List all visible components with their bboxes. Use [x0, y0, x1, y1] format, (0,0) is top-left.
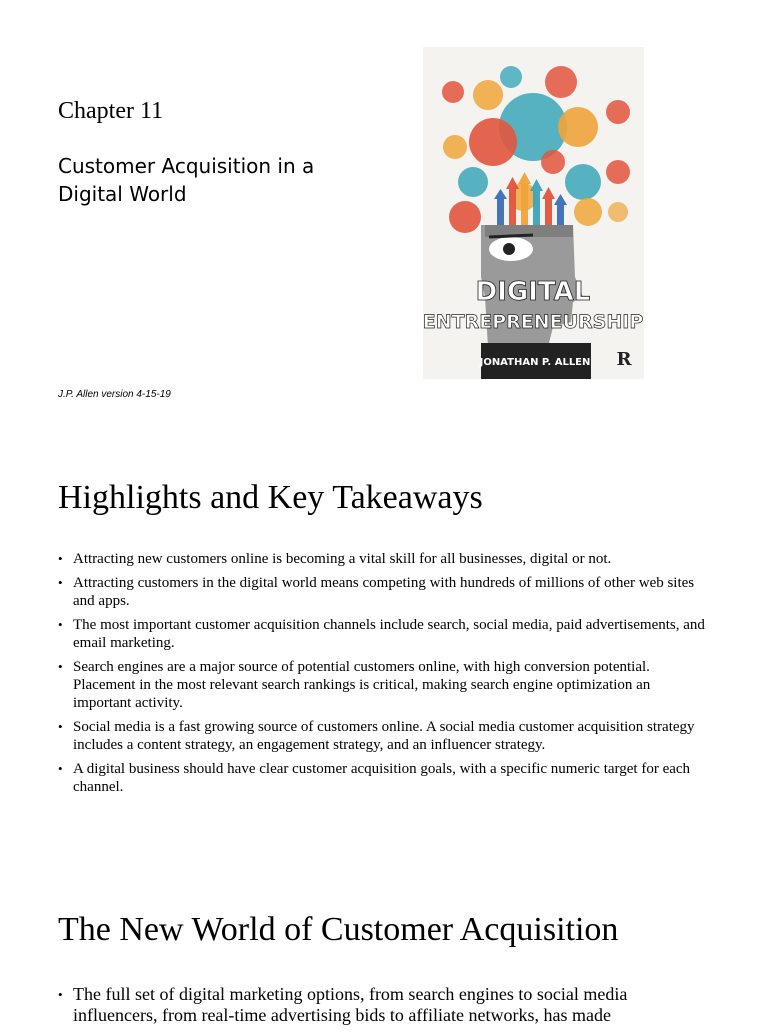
- list-item: • Attracting customers in the digital world means competing with hundreds of millions of other web sites and apps.: [58, 574, 708, 610]
- chapter-subtitle: Customer Acquisition in a Digital World: [58, 154, 315, 206]
- bullet-list: [58, 984, 708, 1032]
- cover-author: JONATHAN P. ALLEN: [479, 357, 591, 368]
- list-item: • Social media is a fast growing source of customers online. A social media customer acquisition strategy includes a content strategy, an engagement strategy, and an influencer strategy.: [58, 718, 708, 754]
- list-item: • The full set of digital marketing options, from search engines to social media influencers, from real-time advertising bids to affiliate networks, has made: [58, 984, 708, 1026]
- slide-heading: Highlights and Key Takeaways: [58, 479, 483, 516]
- cover-title-line1: DIGITAL: [475, 277, 591, 307]
- bullet-list: [58, 550, 708, 802]
- book-cover-image: [423, 47, 644, 379]
- slide-title: [0, 0, 768, 430]
- version-note: J.P. Allen version 4-15-19: [58, 389, 171, 400]
- slide-highlights: [0, 450, 768, 870]
- list-item: • Search engines are a major source of potential customers online, with high conversion potential. Placement in the most relevant search rankings is critical, making search engine optimization an important activity.: [58, 658, 708, 712]
- list-item: • The most important customer acquisition channels include search, social media, paid advertisements, and email marketing.: [58, 616, 708, 652]
- slide-heading: The New World of Customer Acquisition: [58, 911, 619, 948]
- cover-title-line2: ENTREPRENEURSHIP: [423, 311, 644, 333]
- book-cover-illustration: [423, 47, 644, 379]
- slide-new-world: [0, 890, 768, 1024]
- chapter-label: Chapter 11: [58, 98, 164, 124]
- publisher-logo: R: [616, 349, 632, 370]
- list-item: • A digital business should have clear customer acquisition goals, with a specific numeric target for each channel.: [58, 760, 708, 796]
- list-item: • Attracting new customers online is becoming a vital skill for all businesses, digital or not.: [58, 550, 708, 568]
